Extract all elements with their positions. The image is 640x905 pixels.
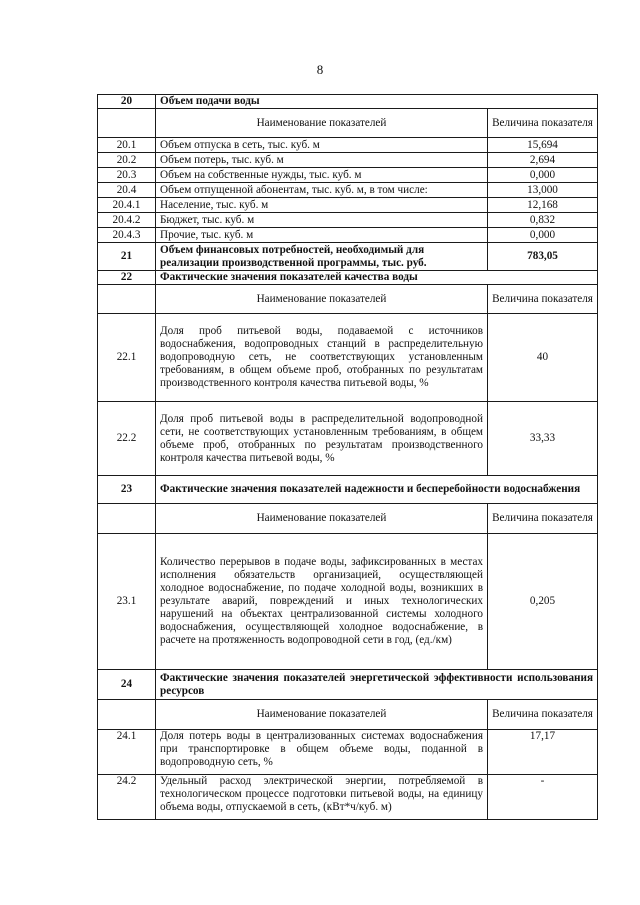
row-number: 20.4.2 — [98, 213, 156, 228]
column-header-value: Величина показателя — [488, 700, 598, 730]
row-name: Объем отпущенной абонентам, тыс. куб. м, в том числе: — [156, 183, 488, 198]
table-row — [98, 183, 598, 198]
row-name: Прочие, тыс. куб. м — [156, 228, 488, 243]
section-number: 21 — [98, 243, 156, 271]
table-row — [98, 402, 598, 476]
section-row — [98, 670, 598, 700]
table-row — [98, 228, 598, 243]
row-name: Объем отпуска в сеть, тыс. куб. м — [156, 138, 488, 153]
section-number: 23 — [98, 476, 156, 504]
section-title: Объем подачи воды — [156, 95, 598, 109]
row-name: Население, тыс. куб. м — [156, 198, 488, 213]
row-value: 0,205 — [488, 534, 598, 670]
row-value: - — [488, 775, 598, 820]
table-row — [98, 775, 598, 820]
section-row — [98, 476, 598, 504]
row-name: Количество перерывов в подаче воды, зафиксированных в местах исполнения обязательств организацией, осуществляющей холодное водоснабжение, по подаче холодной воды, возникших в результате аварий, повреждений и иных технологических нарушений на объектах централизованной системы холодного водоснабжения, осуществляющей холодное водоснабжение, в расчете на протяженность водопроводной сети в год, (ед./км) — [156, 534, 488, 670]
column-header-name: Наименование показателей — [156, 285, 488, 314]
row-value: 33,33 — [488, 402, 598, 476]
indicators-table — [97, 94, 598, 820]
table-row — [98, 534, 598, 670]
row-name: Объем на собственные нужды, тыс. куб. м — [156, 168, 488, 183]
row-number: 20.3 — [98, 168, 156, 183]
section-title: Фактические значения показателей качества воды — [156, 271, 598, 285]
row-value: 13,000 — [488, 183, 598, 198]
column-header-name: Наименование показателей — [156, 109, 488, 138]
section-number: 20 — [98, 95, 156, 109]
row-number: 20.1 — [98, 138, 156, 153]
section-number: 24 — [98, 670, 156, 700]
section-row — [98, 243, 598, 271]
section-row — [98, 271, 598, 285]
row-name: Объем потерь, тыс. куб. м — [156, 153, 488, 168]
column-header-value: Величина показателя — [488, 109, 598, 138]
column-header-row — [98, 109, 598, 138]
row-number: 24.2 — [98, 775, 156, 820]
column-header-row — [98, 285, 598, 314]
column-header-row — [98, 504, 598, 534]
section-title: Объем финансовых потребностей, необходимый для реализации производственной программы, тыс. руб. — [156, 243, 488, 271]
page-number: 8 — [316, 62, 324, 77]
column-header-value: Величина показателя — [488, 285, 598, 314]
section-title: Фактические значения показателей надежности и бесперебойности водоснабжения — [156, 476, 598, 504]
row-value: 0,000 — [488, 168, 598, 183]
table-row — [98, 314, 598, 402]
row-value: 17,17 — [488, 730, 598, 775]
row-number: 22.1 — [98, 314, 156, 402]
row-name: Доля проб питьевой воды в распределительной водопроводной сети, не соответствующих установленным требованиям, в общем объеме проб, отобранных по результатам производственного контроля качества питьевой воды, % — [156, 402, 488, 476]
column-header-value: Величина показателя — [488, 504, 598, 534]
table-row — [98, 153, 598, 168]
section-value: 783,05 — [488, 243, 598, 271]
row-number: 20.4 — [98, 183, 156, 198]
section-title: Фактические значения показателей энергетической эффективности использования ресурсов — [156, 670, 598, 700]
row-value: 0,832 — [488, 213, 598, 228]
row-value: 12,168 — [488, 198, 598, 213]
row-number: 20.2 — [98, 153, 156, 168]
row-name: Доля проб питьевой воды, подаваемой с источников водоснабжения, водопроводных станций в распределительную водопроводную сеть, не соответствующих установленным требованиям, в общем объеме проб, отобранных по результатам производственного контроля качества питьевой воды, % — [156, 314, 488, 402]
row-number: 20.4.1 — [98, 198, 156, 213]
table-row — [98, 730, 598, 775]
column-header-name: Наименование показателей — [156, 700, 488, 730]
section-row — [98, 95, 598, 109]
row-number: 23.1 — [98, 534, 156, 670]
table-row — [98, 213, 598, 228]
column-header-row — [98, 700, 598, 730]
row-value: 0,000 — [488, 228, 598, 243]
row-name: Бюджет, тыс. куб. м — [156, 213, 488, 228]
row-number: 20.4.3 — [98, 228, 156, 243]
row-name: Удельный расход электрической энергии, потребляемой в технологическом процессе подготовки питьевой воды, на единицу объема воды, отпускаемой в сеть, (кВт*ч/куб. м) — [156, 775, 488, 820]
row-number: 22.2 — [98, 402, 156, 476]
table-row — [98, 198, 598, 213]
section-number: 22 — [98, 271, 156, 285]
row-value: 15,694 — [488, 138, 598, 153]
table-row — [98, 168, 598, 183]
row-value: 2,694 — [488, 153, 598, 168]
row-name: Доля потерь воды в централизованных системах водоснабжения при транспортировке в общем объеме воды, поданной в водопроводную сеть, % — [156, 730, 488, 775]
row-number: 24.1 — [98, 730, 156, 775]
column-header-name: Наименование показателей — [156, 504, 488, 534]
row-value: 40 — [488, 314, 598, 402]
table-row — [98, 138, 598, 153]
